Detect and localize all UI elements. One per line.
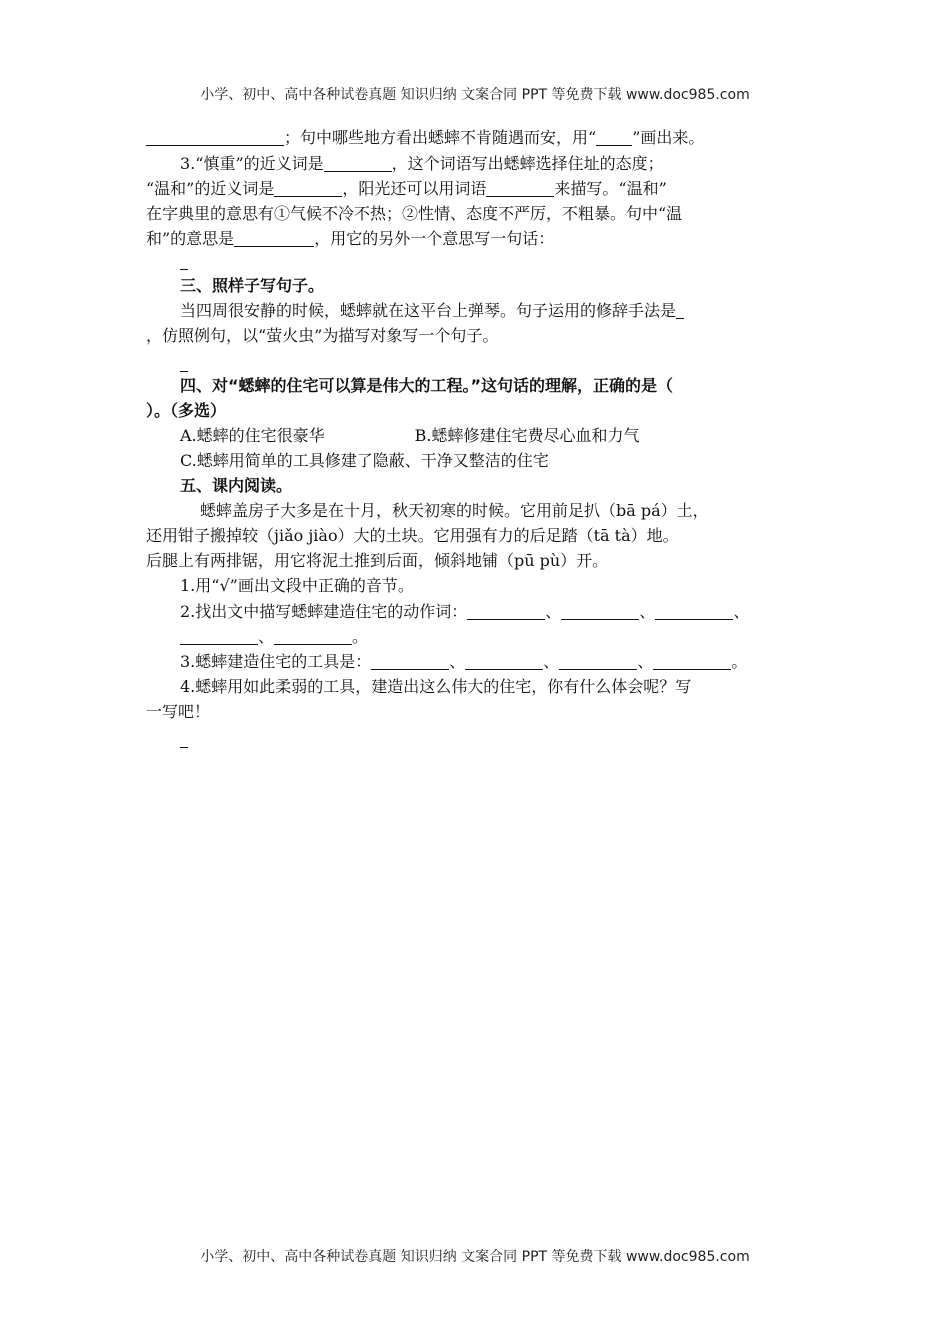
q3-line-2: “温和”的近义词是 ，阳光还可以用词语 来描写。“温和”	[146, 179, 667, 198]
sec5-q1: 1.用“√”画出文段中正确的音节。	[180, 576, 414, 595]
answer-blank[interactable]	[467, 603, 545, 620]
answer-blank[interactable]	[676, 304, 684, 319]
option-a[interactable]: A.蟋蟀的住宅很豪华	[180, 426, 325, 445]
answer-line-q3[interactable]	[180, 250, 850, 274]
page-header: 小学、初中、高中各种试卷真题 知识归纳 文案合同 PPT 等免费下载 www.doc985.com	[200, 87, 750, 103]
answer-line-sec5-q4[interactable]	[180, 728, 850, 752]
section-5-title: 五、课内阅读。	[180, 476, 293, 495]
answer-line-sec3[interactable]	[180, 352, 850, 376]
sec3-line-2: ，仿照例句，以“萤火虫”为描写对象写一个句子。	[146, 326, 499, 345]
page-footer: 小学、初中、高中各种试卷真题 知识归纳 文案合同 PPT 等免费下载 www.doc985.com	[200, 1249, 750, 1265]
sec5-q2-cont: 、 。	[180, 625, 850, 649]
option-b[interactable]: B.蟋蟀修建住宅费尽心血和力气	[414, 426, 640, 445]
reading-paragraph-line-1: 蟋蟀盖房子大多是在十月，秋天初寒的时候。它用前足扒（bā pá）土，	[200, 501, 709, 520]
answer-blank[interactable]	[655, 603, 733, 620]
q3-line-1: 3.“慎重”的近义词是 ，这个词语写出蟋蟀选择住址的态度；	[180, 154, 664, 173]
section-4-title: 四、对“蟋蟀的住宅可以算是伟大的工程。”这句话的理解，正确的是（	[180, 376, 674, 395]
reading-paragraph-line-3: 后腿上有两排锯，用它将泥土推到后面，倾斜地铺（pū pù）开。	[146, 551, 609, 570]
sec5-q4-cont: 一写吧！	[146, 702, 211, 721]
answer-blank[interactable]	[653, 653, 731, 670]
sec5-q3: 3.蟋蟀建造住宅的工具是： 、 、 、 。	[180, 652, 748, 671]
answer-blank[interactable]	[486, 180, 554, 197]
answer-blank[interactable]	[234, 230, 314, 247]
options-ab	[180, 424, 850, 448]
answer-blank[interactable]	[180, 628, 258, 645]
answer-blank[interactable]	[274, 628, 352, 645]
reading-paragraph-line-2: 还用钳子搬掉较（jiǎo jiào）大的土块。它用强有力的后足踏（tā tà）地。	[146, 526, 679, 545]
option-c[interactable]: C.蟋蟀用简单的工具修建了隐蔽、干净又整洁的住宅	[180, 451, 549, 470]
answer-blank[interactable]	[324, 155, 392, 172]
answer-blank[interactable]	[561, 603, 639, 620]
answer-blank[interactable]	[596, 129, 632, 146]
q3-line-4: 和”的意思是 ，用它的另外一个意思写一句话：	[146, 229, 555, 248]
answer-blank[interactable]	[559, 653, 637, 670]
sec5-q4: 4.蟋蟀用如此柔弱的工具，建造出这么伟大的住宅，你有什么体会呢？写	[180, 677, 692, 696]
section-4-title-cont: ）。（多选）	[146, 401, 227, 420]
q3-line-3: 在字典里的意思有①气候不冷不热；②性情、态度不严厉，不粗暴。句中“温	[146, 204, 683, 223]
answer-blank[interactable]	[146, 129, 284, 146]
q2-continuation: ；句中哪些地方看出蟋蟀不肯随遇而安，用“ ”画出来。	[146, 126, 816, 150]
answer-blank[interactable]	[274, 180, 342, 197]
sec3-line-1: 当四周很安静的时候，蟋蟀就在这平台上弹琴。句子运用的修辞手法是	[180, 299, 850, 323]
answer-blank[interactable]	[371, 653, 449, 670]
answer-blank[interactable]	[465, 653, 543, 670]
sec5-q2: 2.找出文中描写蟋蟀建造住宅的动作词： 、 、 、	[180, 602, 750, 621]
section-3-title: 三、照样子写句子。	[180, 276, 325, 295]
